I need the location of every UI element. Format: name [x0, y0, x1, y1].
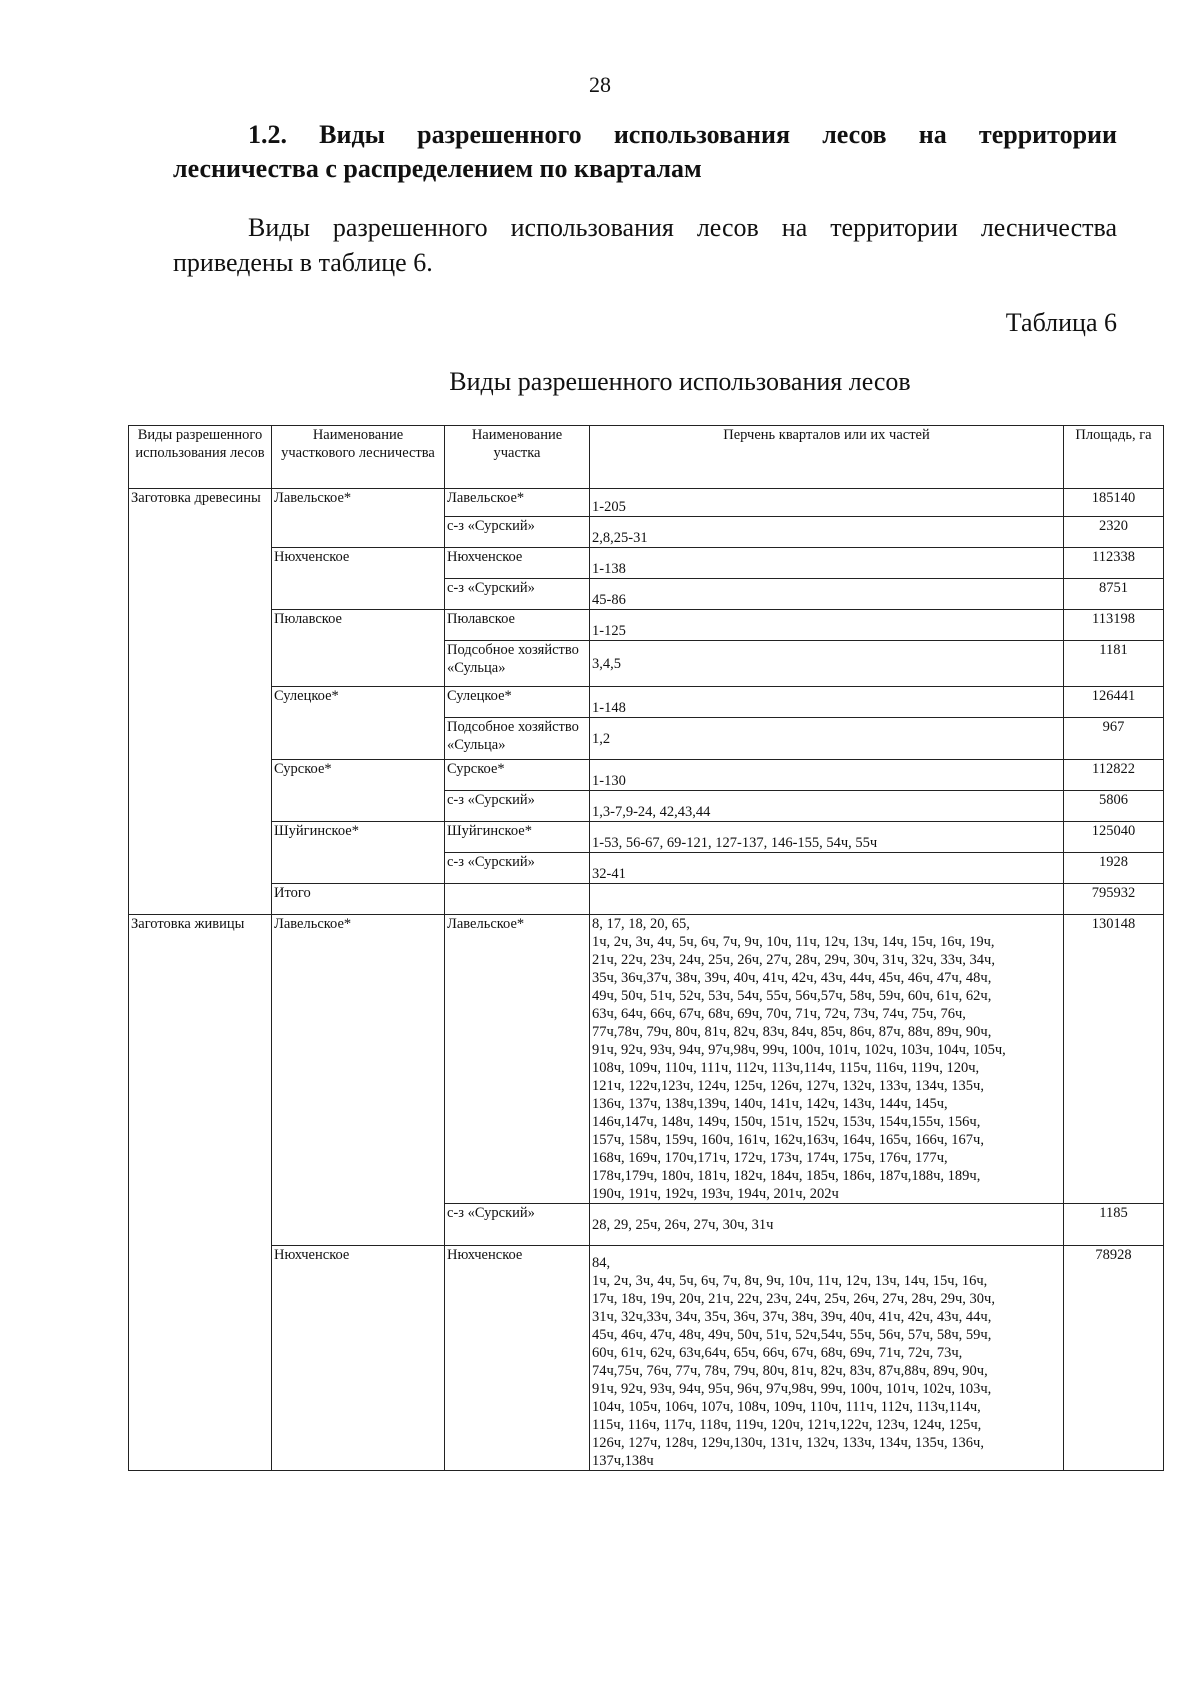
area-cell: 967 — [1064, 718, 1164, 760]
district-cell: Сурское* — [272, 760, 445, 822]
plot-cell: с-з «Сурский» — [445, 579, 590, 610]
forest-use-table — [128, 425, 1164, 1471]
quarters-cell: 1-148 — [590, 687, 1064, 718]
table-row — [129, 915, 1164, 1204]
quarters-cell — [590, 915, 1064, 1204]
area-cell: 78928 — [1064, 1246, 1164, 1471]
district-cell: Лавельское* — [272, 915, 445, 1246]
area-cell: 2320 — [1064, 517, 1164, 548]
quarters-cell: 2,8,25-31 — [590, 517, 1064, 548]
page-number: 28 — [589, 72, 611, 97]
quarters-cell: 1-138 — [590, 548, 1064, 579]
quarters-cell-empty — [590, 884, 1064, 915]
plot-cell: с-з «Сурский» — [445, 1204, 590, 1246]
area-cell: 112338 — [1064, 548, 1164, 579]
plot-cell: Сурское* — [445, 760, 590, 791]
plot-cell: Подсобное хозяйство «Сульца» — [445, 718, 590, 760]
quarters-cell — [590, 1246, 1064, 1471]
quarters-cell: 45-86 — [590, 579, 1064, 610]
total-area: 795932 — [1064, 884, 1164, 915]
plot-cell: Подсобное хозяйство «Сульца» — [445, 641, 590, 687]
quarters-cell: 32-41 — [590, 853, 1064, 884]
quarters-list: 84, 1ч, 2ч, 3ч, 4ч, 5ч, 6ч, 7ч, 8ч, 9ч, 10ч, 11ч, 12ч, 13ч, 14ч, 15ч, 16ч, 17ч, 18ч, 19ч, 20ч, 21ч, 22ч, 23ч, 24ч, 25ч, 26ч, 27ч, 28ч, 29ч, 30ч, 31ч, 32ч,33ч, 34ч, 35ч, 36ч, 37ч, 38ч, 39ч, 40ч, 41ч, 42ч, 43ч, 44ч, 45ч, 46ч, 47ч, 48ч, 49ч, 50ч, 51ч, 52ч,54ч, 55ч, 56ч, 57ч, 58ч, 59ч, 60ч, 61ч, 62ч, 63ч,64ч, 65ч, 66ч, 67ч, 68ч, 69ч, 71ч, 72ч, 73ч, 74ч,75ч, 76ч, 77ч, 78ч, 79ч, 80ч, 81ч, 82ч, 83ч, 87ч,88ч, 89ч, 90ч, 91ч, 92ч, 93ч, 94ч, 95ч, 96ч, 97ч,98ч, 99ч, 100ч, 101ч, 102ч, 103ч, 104ч, 105ч, 106ч, 107ч, 108ч, 109ч, 110ч, 111ч, 112ч, 113ч,114ч, 115ч, 116ч, 117ч, 118ч, 119ч, 120ч, 121ч,122ч, 123ч, 124ч, 125ч, 126ч, 127ч, 128ч, 129ч,130ч, 131ч, 132ч, 133ч, 134ч, 135ч, 136ч, 137ч,138ч — [592, 1255, 995, 1469]
table-label: Таблица 6 — [1005, 308, 1117, 337]
district-cell: Сулецкое* — [272, 687, 445, 760]
quarters-list: 8, 17, 18, 20, 65, 1ч, 2ч, 3ч, 4ч, 5ч, 6ч, 7ч, 9ч, 10ч, 11ч, 12ч, 13ч, 14ч, 15ч, 16ч, 19ч, 21ч, 22ч, 23ч, 24ч, 25ч, 26ч, 27ч, 28ч, 29ч, 30ч, 31ч, 32ч, 33ч, 34ч, 35ч, 36ч,37ч, 38ч, 39ч, 40ч, 41ч, 42ч, 43ч, 44ч, 45ч, 46ч, 47ч, 48ч, 49ч, 50ч, 51ч, 52ч, 53ч, 54ч, 55ч, 56ч,57ч, 58ч, 59ч, 60ч, 61ч, 62ч, 63ч, 64ч, 66ч, 67ч, 68ч, 69ч, 70ч, 71ч, 72ч, 73ч, 74ч, 75ч, 76ч, 77ч,78ч, 79ч, 80ч, 81ч, 82ч, 83ч, 84ч, 85ч, 86ч, 87ч, 88ч, 89ч, 90ч, 91ч, 92ч, 93ч, 94ч, 97ч,98ч, 99ч, 100ч, 101ч, 102ч, 103ч, 104ч, 105ч, 108ч, 109ч, 110ч, 111ч, 112ч, 113ч,114ч, 115ч, 116ч, 119ч, 120ч, 121ч, 122ч,123ч, 124ч, 125ч, 126ч, 127ч, 132ч, 133ч, 134ч, 135ч, 136ч, 137ч, 138ч,139ч, 140ч, 141ч, 142ч, 143ч, 144ч, 145ч, 146ч,147ч, 148ч, 149ч, 150ч, 151ч, 152ч, 153ч, 154ч,155ч, 156ч, 157ч, 158ч, 159ч, 160ч, 161ч, 162ч,163ч, 164ч, 165ч, 166ч, 167ч, 168ч, 169ч, 170ч,171ч, 172ч, 173ч, 174ч, 175ч, 176ч, 177ч, 178ч,179ч, 180ч, 181ч, 182ч, 184ч, 185ч, 186ч, 187ч,188ч, 189ч, 190ч, 191ч, 192ч, 193ч, 194ч, 201ч, 202ч — [592, 916, 1006, 1202]
table-row — [129, 610, 1164, 641]
table-row — [129, 548, 1164, 579]
use-type-cell: Заготовка древесины — [129, 489, 272, 915]
total-row — [129, 884, 1164, 915]
area-cell: 8751 — [1064, 579, 1164, 610]
quarters-cell: 1-205 — [590, 489, 1064, 517]
area-cell: 113198 — [1064, 610, 1164, 641]
plot-cell: с-з «Сурский» — [445, 853, 590, 884]
table-row — [129, 687, 1164, 718]
total-label: Итого — [272, 884, 445, 915]
area-cell: 1928 — [1064, 853, 1164, 884]
table-row — [129, 760, 1164, 791]
table-row — [129, 1246, 1164, 1471]
district-cell: Нюхченское — [272, 1246, 445, 1471]
area-cell: 125040 — [1064, 822, 1164, 853]
use-type-cell: Заготовка живицы — [129, 915, 272, 1471]
plot-cell: Лавельское* — [445, 915, 590, 1204]
intro-paragraph — [173, 210, 1117, 280]
table-row — [129, 822, 1164, 853]
plot-cell: Лавельское* — [445, 489, 590, 517]
intro-line-1: Виды разрешенного использования лесов на территории лесничества — [248, 213, 1117, 242]
plot-cell: с-з «Сурский» — [445, 791, 590, 822]
quarters-cell: 28, 29, 25ч, 26ч, 27ч, 30ч, 31ч — [590, 1204, 1064, 1246]
plot-cell: Шуйгинское* — [445, 822, 590, 853]
area-cell: 1185 — [1064, 1204, 1164, 1246]
header-area: Площадь, га — [1064, 426, 1164, 489]
header-district: Наименование участкового лесничества — [272, 426, 445, 489]
header-plot: Наименование участка — [445, 426, 590, 489]
area-cell: 185140 — [1064, 489, 1164, 517]
header-use-type: Виды разрешенного использования лесов — [129, 426, 272, 489]
table-row — [129, 489, 1164, 517]
quarters-cell: 1-125 — [590, 610, 1064, 641]
area-cell: 1181 — [1064, 641, 1164, 687]
plot-cell: Сулецкое* — [445, 687, 590, 718]
plot-cell: Нюхченское — [445, 1246, 590, 1471]
area-cell: 112822 — [1064, 760, 1164, 791]
area-cell: 5806 — [1064, 791, 1164, 822]
quarters-cell: 1-130 — [590, 760, 1064, 791]
intro-line-2: приведены в таблице 6. — [173, 248, 433, 277]
header-quarters: Перчень кварталов или их частей — [590, 426, 1064, 489]
district-cell: Лавельское* — [272, 489, 445, 548]
section-heading-line-1: 1.2. Виды разрешенного использования лесов на территории — [248, 120, 1117, 149]
plot-cell: Пюлавское — [445, 610, 590, 641]
section-heading-line-2: лесничества с распределением по кварталам — [173, 154, 702, 183]
district-cell: Нюхченское — [272, 548, 445, 610]
table-caption: Виды разрешенного использования лесов — [449, 367, 911, 396]
district-cell: Пюлавское — [272, 610, 445, 687]
quarters-cell: 1,2 — [590, 718, 1064, 760]
plot-cell: с-з «Сурский» — [445, 517, 590, 548]
district-cell: Шуйгинское* — [272, 822, 445, 884]
plot-cell-empty — [445, 884, 590, 915]
area-cell: 126441 — [1064, 687, 1164, 718]
section-heading — [173, 118, 1117, 186]
table-header-row — [129, 426, 1164, 489]
area-cell: 130148 — [1064, 915, 1164, 1204]
quarters-cell: 1,3-7,9-24, 42,43,44 — [590, 791, 1064, 822]
quarters-cell: 1-53, 56-67, 69-121, 127-137, 146-155, 54ч, 55ч — [590, 822, 1064, 853]
quarters-cell: 3,4,5 — [590, 641, 1064, 687]
plot-cell: Нюхченское — [445, 548, 590, 579]
